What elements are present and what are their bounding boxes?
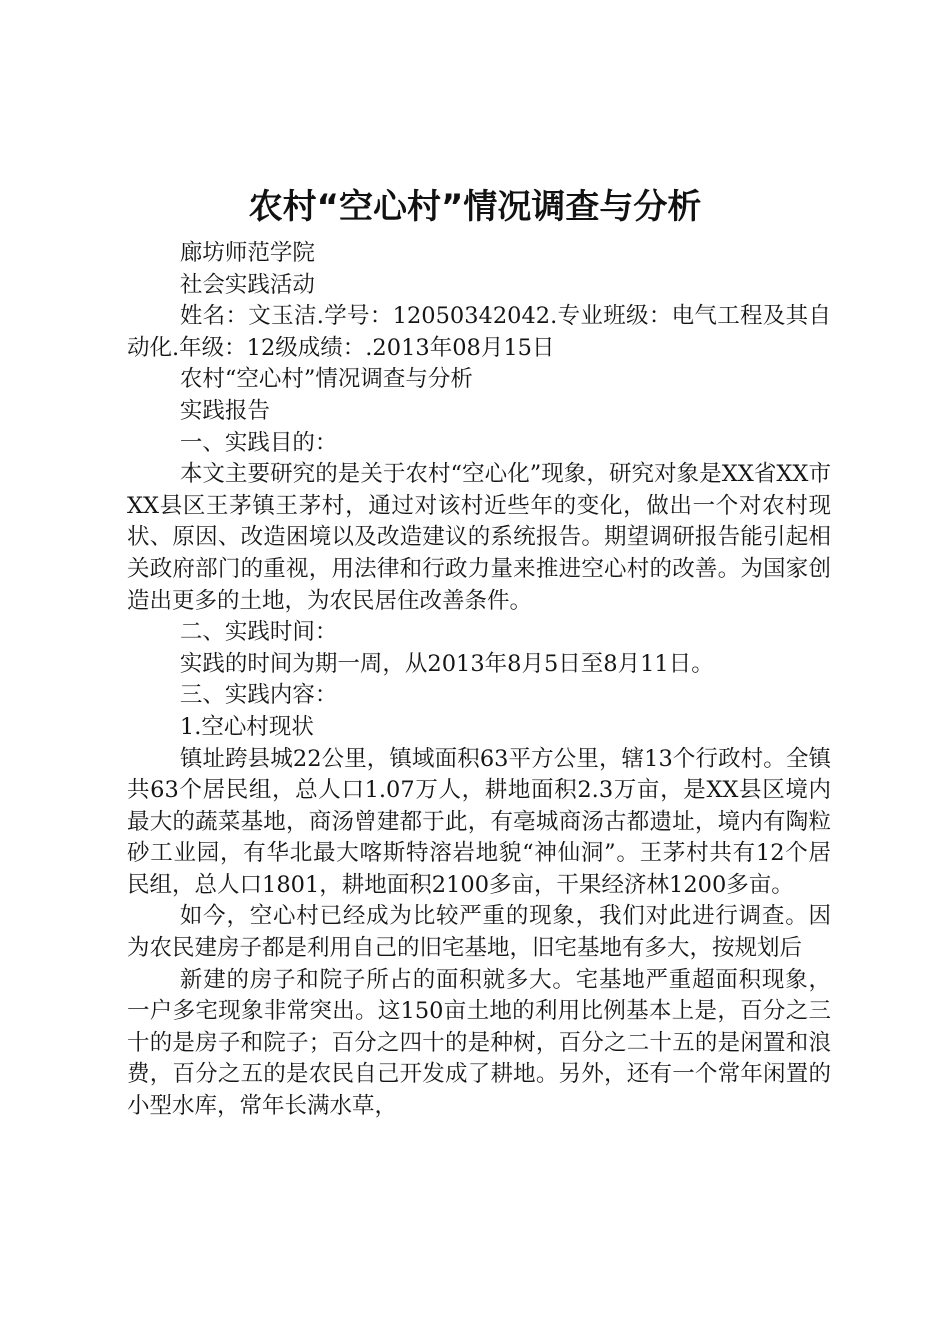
student-info: 姓名：文玉洁.学号：12050342042.专业班级：电气工程及其自动化.年级：12级成绩：.2013年08月15日	[127, 303, 831, 361]
report-type: 实践报告	[179, 397, 270, 424]
paragraph-purpose: 本文主要研究的是关于农村“空心化”现象，研究对象是XX省XX市XX县区王茅镇王茅村，通过对该村近些年的变化，做出一个对农村现状、原因、改造困境以及改造建议的系统报告。期望调研报告能引起相关政府部门的重视，用法律和行政力量来推进空心村的改善。为国家创造出更多的土地，为农民居住改善条件。	[127, 461, 831, 614]
paragraph-land-use: 新建的房子和院子所占的面积就多大。宅基地严重超面积现象，一户多宅现象非常突出。这150亩土地的利用比例基本上是，百分之三十的是房子和院子；百分之四十的是种树，百分之二十五的是闲置和浪费，百分之五的是农民自己开发成了耕地。另外，还有一个常年闲置的小型水库，常年长满水草，	[127, 966, 831, 1120]
section-heading-purpose: 一、实践目的：	[179, 429, 338, 456]
paragraph-investigation: 如今，空心村已经成为比较严重的现象，我们对此进行调查。因为农民建房子都是利用自己的旧宅基地，旧宅基地有多大，按规划后	[127, 903, 831, 962]
activity-name: 社会实践活动	[179, 271, 315, 298]
section-heading-content: 三、实践内容：	[179, 682, 338, 709]
paragraph-time: 实践的时间为期一周，从2013年8月5日至8月11日。	[179, 650, 714, 677]
document-title: 农村“空心村”情况调查与分析	[248, 187, 702, 227]
paragraph-town-overview: 镇址跨县城22公里，镇域面积63平方公里，辖13个行政村。全镇共63个居民组，总人口1.07万人，耕地面积2.3万亩，是XX县区境内最大的蔬菜基地，商汤曾建都于此，有亳城商汤古都遗址，境内有陶粒砂工业园，有华北最大喀斯特溶岩地貌“神仙洞”。王茅村共有12个居民组，总人口1801，耕地面积2100多亩，干果经济林1200多亩。	[127, 745, 831, 898]
document-body	[127, 238, 831, 1123]
report-subtitle: 农村“空心村”情况调查与分析	[179, 366, 473, 393]
school-name: 廊坊师范学院	[179, 240, 315, 266]
subsection-heading-status: 1.空心村现状	[179, 713, 314, 740]
section-heading-time: 二、实践时间：	[179, 619, 338, 646]
